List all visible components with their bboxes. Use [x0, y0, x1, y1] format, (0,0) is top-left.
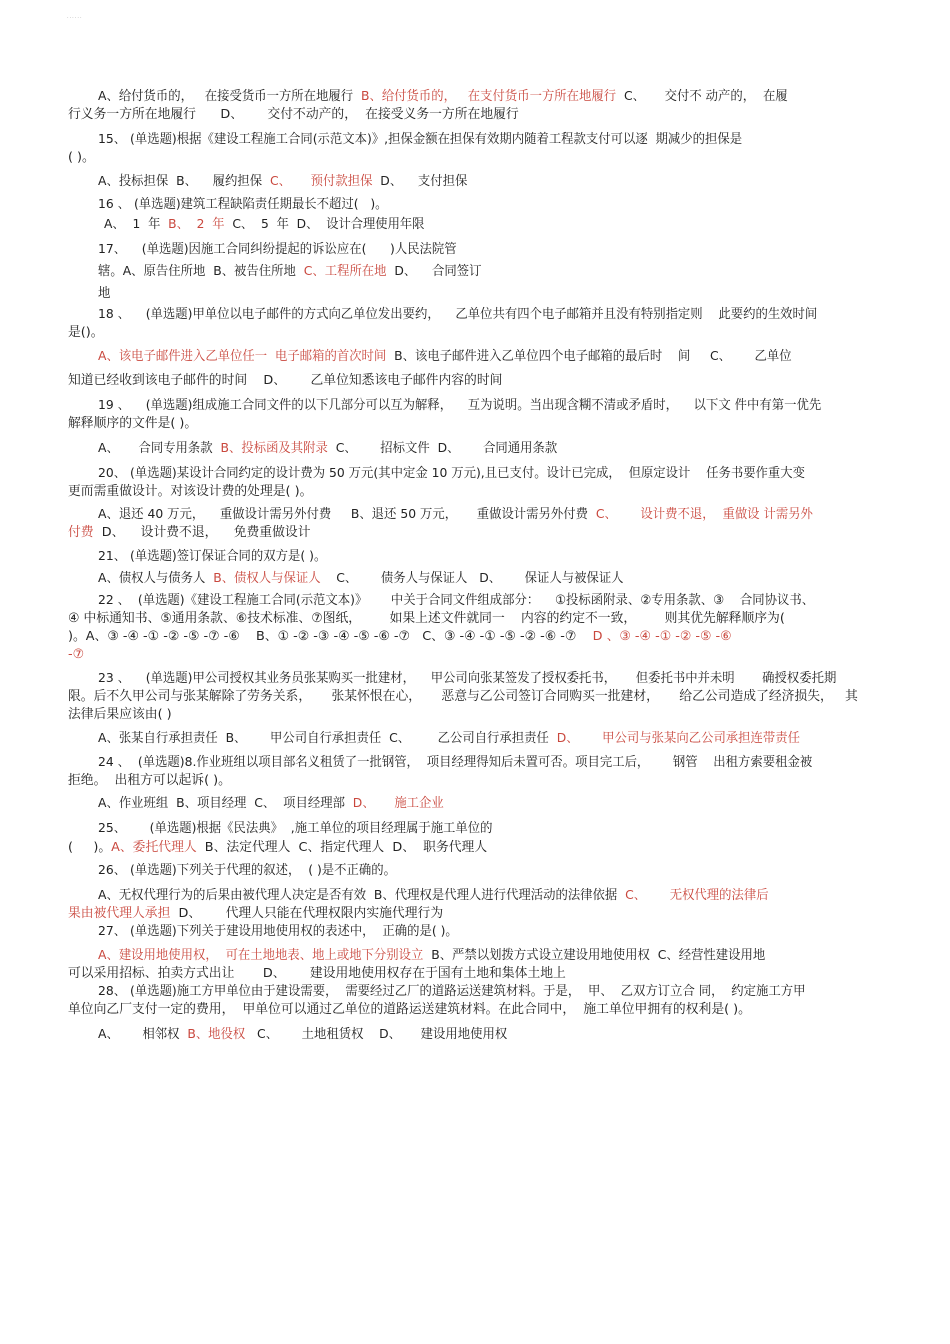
text-line-l01 [98, 88, 890, 106]
text-segment: 21、 (单选题)签订保证合同的双方是( )。 [98, 549, 327, 564]
answer-highlight: A、建设用地使用权， 可在土地地表、地上或地下分别设立 [98, 948, 424, 963]
text-line-l07 [104, 216, 890, 234]
answer-highlight: C、工程所在地 [303, 264, 387, 279]
text-line-l05 [98, 173, 890, 191]
text-segment: 单位向乙厂支付一定的费用， 甲单位可以通过乙单位的道路运送建筑材料。在此合同中， 施工单位甲拥有的权利是( )。 [68, 1002, 751, 1017]
text-segment: A、 合同专用条款 [98, 441, 221, 456]
answer-highlight: C、 预付款担保 [269, 174, 373, 189]
text-segment: 26、 (单选题)下列关于代理的叙述， ( )是不正确的。 [98, 863, 396, 878]
text-line-l28 [98, 670, 890, 688]
text-segment: 法律后果应该由( ) [68, 707, 172, 722]
answer-highlight: 付费 [68, 525, 94, 540]
answer-highlight: D 、③ -④ -① -② -⑤ -⑥ [592, 629, 732, 644]
text-line-l03 [98, 131, 890, 149]
text-segment: 22 、 (单选题)《建设工程施工合同(示范文本)》 中关于合同文件组成部分： ①投标函附录、②专用条款、③ 合同协议书、 [98, 593, 815, 608]
answer-highlight: C、 设计费不退， 重做设 计需另外 [595, 507, 813, 522]
text-line-l39 [68, 905, 888, 923]
text-line-l22 [98, 548, 890, 566]
text-segment: 16 、 (单选题)建筑工程缺陷责任期最长不超过( )。 [98, 197, 388, 212]
text-line-l42 [68, 965, 888, 983]
text-segment: C、 5 年 D、 设计合理使用年限 [224, 217, 425, 232]
text-segment: 19 、 (单选题)组成施工合同文件的以下几部分可以互为解释， 互为说明。当出现含糊不清或矛盾时， 以下文 件中有第一优先 [98, 398, 822, 413]
text-line-l35 [98, 820, 890, 838]
text-segment: ( )。 [68, 840, 112, 855]
text-line-l40 [98, 923, 890, 941]
text-segment: B、该电子邮件进入乙单位四个电子邮箱的最后时 间 C、 乙单位 [386, 349, 792, 364]
text-segment: A、 1 年 [104, 217, 169, 232]
text-line-l09 [98, 263, 890, 281]
answer-highlight: 果由被代理人承担 [68, 906, 171, 921]
text-line-l18 [98, 465, 890, 483]
text-line-l34 [98, 795, 890, 813]
text-segment: 20、 (单选题)某设计合同约定的设计费为 50 万元(其中定金 10 万元),且已支付。设计已完成， 但原定设计 任务书要作重大变 [98, 466, 806, 481]
text-segment: 17、 (单选题)因施工合同纠纷提起的诉讼应在( )人民法院管 [98, 242, 457, 257]
text-segment: A、债权人与债务人 [98, 571, 214, 586]
text-segment: A、 相邻权 [98, 1027, 188, 1042]
text-line-l10 [98, 285, 890, 303]
answer-highlight: B、给付货币的， 在支付货币一方所在地履行 [360, 89, 617, 104]
text-segment: D、 代理人只能在代理权限内实施代理行为 [170, 906, 444, 921]
text-segment: 18 、 (单选题)甲单位以电子邮件的方式向乙单位发出要约， 乙单位共有四个电子邮箱并且没有特别指定则 此要约的生效时间 [98, 307, 818, 322]
text-line-l06 [98, 196, 890, 214]
text-line-l02 [68, 106, 888, 124]
text-segment: D、 合同签订 [386, 264, 482, 279]
text-line-l11 [98, 306, 890, 324]
text-line-l44 [68, 1001, 888, 1019]
answer-highlight: B、投标函及其附录 [220, 441, 328, 456]
text-segment: 15、 (单选题)根据《建设工程施工合同(示范文本)》,担保金额在担保有效期内随着工程款支付可以逐 期减少的担保是 [98, 132, 743, 147]
text-segment: D、 设计费不退， 免费重做设计 [93, 525, 311, 540]
answer-highlight: -⑦ [68, 647, 85, 662]
text-line-l33 [68, 772, 888, 790]
text-segment: C、 招标文件 D、 合同通用条款 [327, 441, 558, 456]
text-line-l31 [98, 730, 890, 748]
text-segment: 地 [98, 286, 111, 301]
text-line-l26 [68, 628, 888, 646]
text-segment: A、无权代理行为的后果由被代理人决定是否有效 B、代理权是代理人进行代理活动的法律依据 [98, 888, 626, 903]
text-segment: )。A、③ -④ -① -② -⑤ -⑦ -⑥ B、① -② -③ -④ -⑤ -⑥ -⑦ C、③ -④ -① -⑤ -② -⑥ -⑦ [68, 629, 593, 644]
text-line-l30 [68, 706, 888, 724]
text-segment: 25、 (单选题)根据《民法典》 ,施工单位的项目经理属于施工单位的 [98, 821, 493, 836]
text-line-l29 [68, 688, 888, 706]
text-line-l19 [68, 483, 888, 501]
text-segment: 知道已经收到该电子邮件的时间 D、 乙单位知悉该电子邮件内容的时间 [68, 373, 503, 388]
text-segment: B、法定代理人 C、指定代理人 D、 职务代理人 [196, 840, 488, 855]
answer-highlight: D、 施工企业 [352, 796, 444, 811]
text-segment: 更而需重做设计。对该设计费的处理是( )。 [68, 484, 313, 499]
text-line-l45 [98, 1026, 890, 1044]
text-segment: 24 、 (单选题)8.作业班组以项目部名义租赁了一批钢管， 项目经理得知后未置可否。项目完工后， 钢管 出租方索要租金被 [98, 755, 813, 770]
text-line-l43 [98, 983, 890, 1001]
text-line-l16 [68, 415, 888, 433]
text-line-l36 [68, 839, 888, 857]
text-line-l14 [68, 372, 888, 390]
text-segment: B、严禁以划拨方式设立建设用地使用权 C、经营性建设用地 [423, 948, 766, 963]
text-line-l32 [98, 754, 890, 772]
text-segment: 可以采用招标、拍卖方式出让 D、 建设用地使用权存在于国有土地和集体土地上 [68, 966, 566, 981]
header-mark: ...... [67, 14, 83, 20]
answer-highlight: A、该电子邮件进入乙单位任一 电子邮箱的首次时间 [98, 349, 387, 364]
text-segment: 27、 (单选题)下列关于建设用地使用权的表述中， 正确的是( )。 [98, 924, 458, 939]
answer-highlight: A、委托代理人 [111, 840, 197, 855]
text-segment: A、投标担保 B、 履约担保 [98, 174, 270, 189]
text-line-l04 [68, 149, 888, 167]
text-line-l23 [98, 570, 890, 588]
text-segment: 23 、 (单选题)甲公司授权其业务员张某购买一批建材， 甲公司向张某签发了授权委托书， 但委托书中并未明 确授权委托期 [98, 671, 837, 686]
text-line-l17 [98, 440, 890, 458]
text-line-l25 [68, 610, 888, 628]
text-line-l20 [98, 506, 890, 524]
text-line-l15 [98, 397, 890, 415]
answer-highlight: C、 无权代理的法律后 [625, 888, 769, 903]
text-segment: 限。后不久甲公司与张某解除了劳务关系， 张某怀恨在心， 恶意与乙公司签订合同购买一批建材， 给乙公司造成了经济损失， 其 [68, 689, 858, 704]
text-segment: A、作业班组 B、项目经理 C、 项目经理部 [98, 796, 353, 811]
text-segment: C、 交付不 动产的， 在履 [616, 89, 788, 104]
text-line-l12 [68, 324, 888, 342]
text-line-l24 [98, 592, 890, 610]
text-segment: ④ 中标通知书、⑤通用条款、⑥技术标准、⑦图纸， 如果上述文件就同一 内容的约定不一致， 则其优先解释顺序为( [68, 611, 785, 626]
answer-highlight: B、 2 年 [168, 217, 225, 232]
text-segment: D、 支付担保 [372, 174, 468, 189]
text-segment: 辖。A、原告住所地 B、被告住所地 [98, 264, 304, 279]
text-segment: 拒绝。 出租方可以起诉( )。 [68, 773, 231, 788]
answer-highlight: D、 甲公司与张某向乙公司承担连带责任 [556, 731, 800, 746]
text-segment: ( )。 [68, 150, 95, 165]
text-line-l08 [98, 241, 890, 259]
text-line-l21 [68, 524, 888, 542]
text-line-l41 [98, 947, 890, 965]
text-segment: A、张某自行承担责任 B、 甲公司自行承担责任 C、 乙公司自行承担责任 [98, 731, 557, 746]
text-segment: A、退还 40 万元， 重做设计需另外付费 B、退还 50 万元， 重做设计需另外付费 [98, 507, 596, 522]
text-segment: C、 债务人与保证人 D、 保证人与被保证人 [320, 571, 624, 586]
text-segment: 28、 (单选题)施工方甲单位由于建设需要， 需要经过乙厂的道路运送建筑材料。于是， 甲、 乙双方订立合 同， 约定施工方甲 [98, 984, 806, 999]
text-line-l38 [98, 887, 890, 905]
text-segment: 行义务一方所在地履行 D、 交付不动产的， 在接受义务一方所在地履行 [68, 107, 519, 122]
text-line-l37 [98, 862, 890, 880]
text-line-l13 [98, 348, 890, 366]
text-segment: 解释顺序的文件是( )。 [68, 416, 198, 431]
answer-highlight: B、地役权 [187, 1027, 246, 1042]
text-segment: C、 土地租赁权 D、 建设用地使用权 [245, 1027, 508, 1042]
text-line-l27 [68, 646, 888, 664]
text-segment: A、给付货币的， 在接受货币一方所在地履行 [98, 89, 361, 104]
text-segment: 是()。 [68, 325, 104, 340]
answer-highlight: B、债权人与保证人 [213, 571, 321, 586]
